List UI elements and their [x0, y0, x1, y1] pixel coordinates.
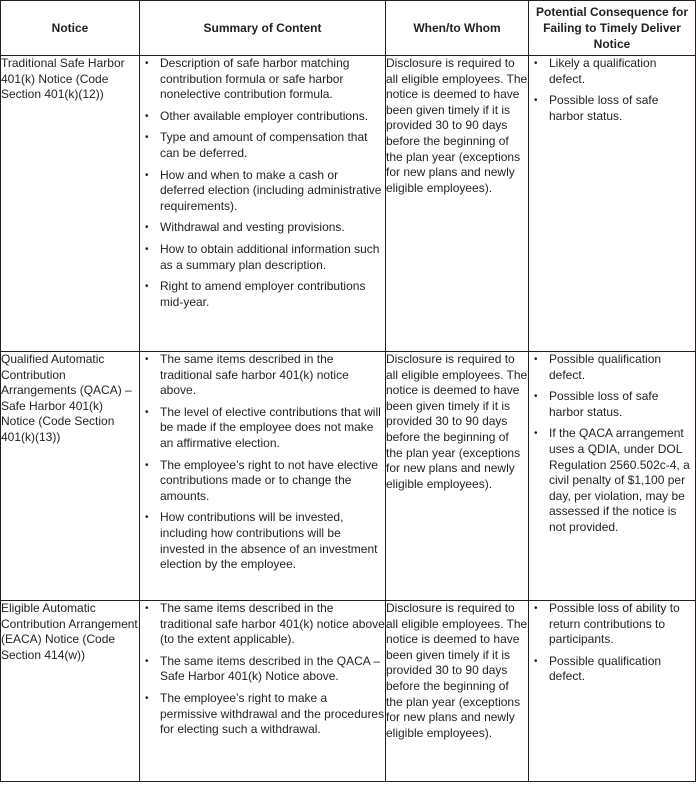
table-header-row — [1, 1, 696, 56]
notice-name-cell: Traditional Safe Harbor 401(k) Notice (Code Section 401(k)(12)) — [1, 56, 140, 352]
summary-cell — [140, 56, 386, 352]
notice-name-cell: Eligible Automatic Contribution Arrangement (EACA) Notice (Code Section 414(w)) — [1, 601, 140, 782]
header-consequence: Potential Consequence for Failing to Timely Deliver Notice — [529, 1, 696, 56]
table-row — [1, 601, 696, 782]
list-item: • Possible qualification defect. — [529, 352, 695, 383]
header-summary: Summary of Content — [140, 1, 386, 56]
list-item: • Possible loss of safe harbor status. — [529, 389, 695, 420]
list-item: • If the QACA arrangement uses a QDIA, under DOL Regulation 2560.502c-4, a civil penalty of $1,100 per day, per violation, may be assessed if the notice is not provided. — [529, 426, 695, 535]
list-item: • The employee’s right to make a permissive withdrawal and the procedures for electing such a withdrawal. — [140, 691, 385, 738]
list-item: • The same items described in the QACA – Safe Harbor 401(k) Notice above. — [140, 654, 385, 685]
list-item: • The level of elective contributions that will be made if the employee does not make an affirmative election. — [140, 405, 385, 452]
list-item: • Possible loss of safe harbor status. — [529, 93, 695, 124]
summary-cell — [140, 352, 386, 601]
summary-list — [140, 56, 385, 310]
header-notice: Notice — [1, 1, 140, 56]
list-item: • The same items described in the traditional safe harbor 401(k) notice above (to the extent applicable). — [140, 601, 385, 648]
consequence-list — [529, 601, 695, 685]
consequence-cell — [529, 601, 696, 782]
list-item: • Description of safe harbor matching contribution formula or safe harbor nonelective contribution formula. — [140, 56, 385, 103]
consequence-cell — [529, 56, 696, 352]
summary-cell — [140, 601, 386, 782]
list-item: • Withdrawal and vesting provisions. — [140, 220, 385, 236]
header-when: When/to Whom — [386, 1, 529, 56]
list-item: • Possible qualification defect. — [529, 654, 695, 685]
summary-list — [140, 352, 385, 573]
list-item: • Possible loss of ability to return contributions to participants. — [529, 601, 695, 648]
notice-name-cell: Qualified Automatic Contribution Arrangements (QACA) – Safe Harbor 401(k) Notice (Code Section 401(k)(13)) — [1, 352, 140, 601]
list-item: • How to obtain additional information such as a summary plan description. — [140, 242, 385, 273]
when-cell: Disclosure is required to all eligible employees. The notice is deemed to have been given timely if it is provided 30 to 90 days before the beginning of the plan year (exceptions for new plans and newly eligible employees). — [386, 352, 529, 601]
list-item: • The same items described in the traditional safe harbor 401(k) notice above. — [140, 352, 385, 399]
list-item: • Right to amend employer contributions mid-year. — [140, 279, 385, 310]
list-item: • How and when to make a cash or deferred election (including administrative requirements). — [140, 168, 385, 215]
table-row — [1, 352, 696, 601]
when-cell: Disclosure is required to all eligible employees. The notice is deemed to have been given timely if it is provided 30 to 90 days before the beginning of the plan year (exceptions for new plans and newly eligible employees). — [386, 56, 529, 352]
list-item: • Likely a qualification defect. — [529, 56, 695, 87]
summary-list — [140, 601, 385, 738]
list-item: • The employee’s right to not have elective contributions made or to change the amounts. — [140, 458, 385, 505]
when-cell: Disclosure is required to all eligible employees. The notice is deemed to have been given timely if it is provided 30 to 90 days before the beginning of the plan year (exceptions for new plans and newly eligible employees). — [386, 601, 529, 782]
list-item: • How contributions will be invested, including how contributions will be invested in the absence of an investment election by the employee. — [140, 510, 385, 572]
consequence-cell — [529, 352, 696, 601]
table-row — [1, 56, 696, 352]
list-item: • Type and amount of compensation that can be deferred. — [140, 130, 385, 161]
list-item: • Other available employer contributions. — [140, 109, 385, 125]
consequence-list — [529, 352, 695, 536]
consequence-list — [529, 56, 695, 124]
